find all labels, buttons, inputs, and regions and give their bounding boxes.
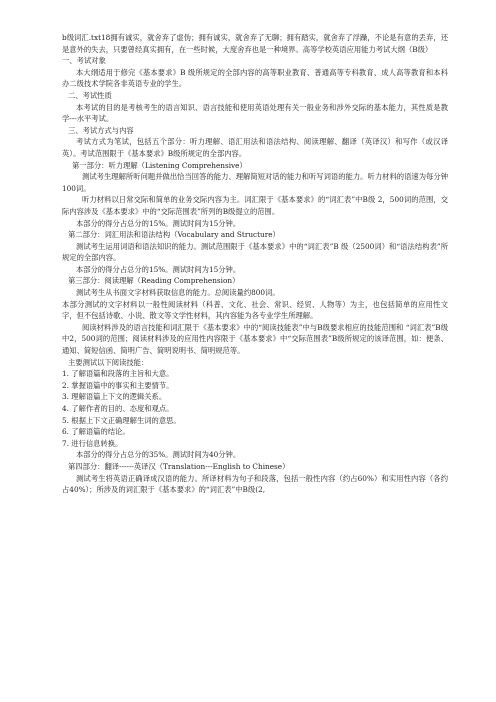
list-item: 3. 理解语篇上下文的逻辑关系。 xyxy=(62,392,167,402)
list-item: 6. 了解语篇的结论。 xyxy=(62,427,130,437)
part-3-score: 本部分的得分占总分的35%。测试时间为40分钟。 xyxy=(76,450,241,460)
part-1-text-2: 听力材料以日常交际和简单的业务交际内容为主。词汇限于《基本要求》的“词汇表”中B级 2，500词的范围，交际内容涉及《基本要求》中的“交际范围表”所列的B级提立的范围。 xyxy=(62,195,448,216)
part-3-heading: 第三部分：阅读理解（Reading Comprehension） xyxy=(68,276,240,286)
part-4-heading: 第四部分：翻译------英译汉（Translation---English to Chinese） xyxy=(68,461,290,471)
part-3-text-1: 测试考生从书面文字材料获取信息的能力。总阅读量约800词。 xyxy=(76,288,280,298)
section-2-heading: 二、考试性质 xyxy=(68,90,112,100)
section-1-text: 本大纲适用于修完《基本要求》B 级所规定的全部内容的高等职业教育、普通高等专科教育、成人高等教育和本科办二级技术学院各非英语专业的学生。 xyxy=(62,67,448,89)
part-3-text-3: 阅读材料涉及的语言技能和词汇限于《基本要求》中的“阅读技能表”中与B级要求相应的技能范围和 “词汇表”B级中2，500词的范围；阅读材料涉及的应用性内容限于《基本要求》中“交际范围表”B级所规定的该译范围，如：便条、通知、简短信函、简明广告、简明说明书、简明规范等。 xyxy=(62,322,448,356)
section-2-text: 本考试的目的是考核考生的语言知识、语言技能和使用英语处理有关一般业务和涉外交际的基本能力，其性质是教学---水平考试。 xyxy=(62,102,448,124)
part-2-heading: 第二部分：词汇用法和语法结构（Vocabulary and Structure） xyxy=(68,230,280,240)
list-item: 1. 了解语篇和段落的主旨和大意。 xyxy=(62,369,174,379)
list-item: 4. 了解作者的目的、态度和观点。 xyxy=(62,404,174,413)
part-2-text: 测试考生运用词语和语法知识的能力。测试范围限于《基本要求》中的“词汇表”B 级（2500词）和“语法结构表”所规定的全部内容。 xyxy=(62,241,448,263)
part-1-heading: 第一部分：听力理解（Listening Comprehensive） xyxy=(72,160,247,170)
document-page xyxy=(62,32,448,496)
part-1-text-1: 测试考生理解所听问题并做出恰当回答的能力、理解简短对话的能力和听写词语的能力。听力材料的语速为每分钟100词。 xyxy=(62,172,448,193)
intro-paragraph: b级词汇.txt18拥有诚实，就舍弃了虚伪；拥有诚实，就舍弃了无聊；拥有踏实，就舍弃了浮躁，不论是有意的丢弃，还是意外的失去，只要曾经真实拥有，在一些时候，大度舍弃也是一种境界。高等学校英语应用能力考试大纲（B级） xyxy=(62,33,448,54)
list-item: 2. 掌握语篇中的事实和主要情节。 xyxy=(62,380,174,390)
section-3-text: 考试方式为笔试，包括五个部分：听力理解、语汇用法和语法结构、阅读理解、翻译（英译汉）和写作（或汉译英）。考试范围限于《基本要求》B级所规定的全部内容。 xyxy=(62,137,448,158)
reading-skills-list xyxy=(62,368,448,449)
part-2-score: 本部分的得分占总分的15%。测试时间为15分钟。 xyxy=(76,264,241,274)
part-1-score: 本部分的得分占总分的15%。测试时间为15分钟。 xyxy=(76,218,241,228)
list-item: 5. 根据上下文正确理解生词的意思。 xyxy=(62,415,181,425)
list-item: 7. 进行信息转换。 xyxy=(62,438,123,448)
section-3-heading: 三、考试方式与内容 xyxy=(68,125,134,135)
part-3-text-2: 本部分测试的文字材料以一般性阅读材料（科普、文化、社会、常识、经贸、人物等）为主，也包括简单的应用性文字，但不包括诗歌、小说、散文等文学性材料，其内容能为各专业学生所理解。 xyxy=(62,299,448,321)
part-3-skills-heading: 主要测试以下阅读技能： xyxy=(68,357,149,367)
part-4-text: 测试考生将英语正确译成汉语的能力。所译材料为句子和段落，包括一般性内容（约占60%）和实用性内容（各约占40%）；所涉及的词汇限于《基本要求》的“词汇表”中B级(2, xyxy=(62,473,448,495)
section-1-heading: 一、考试对象 xyxy=(62,56,106,66)
